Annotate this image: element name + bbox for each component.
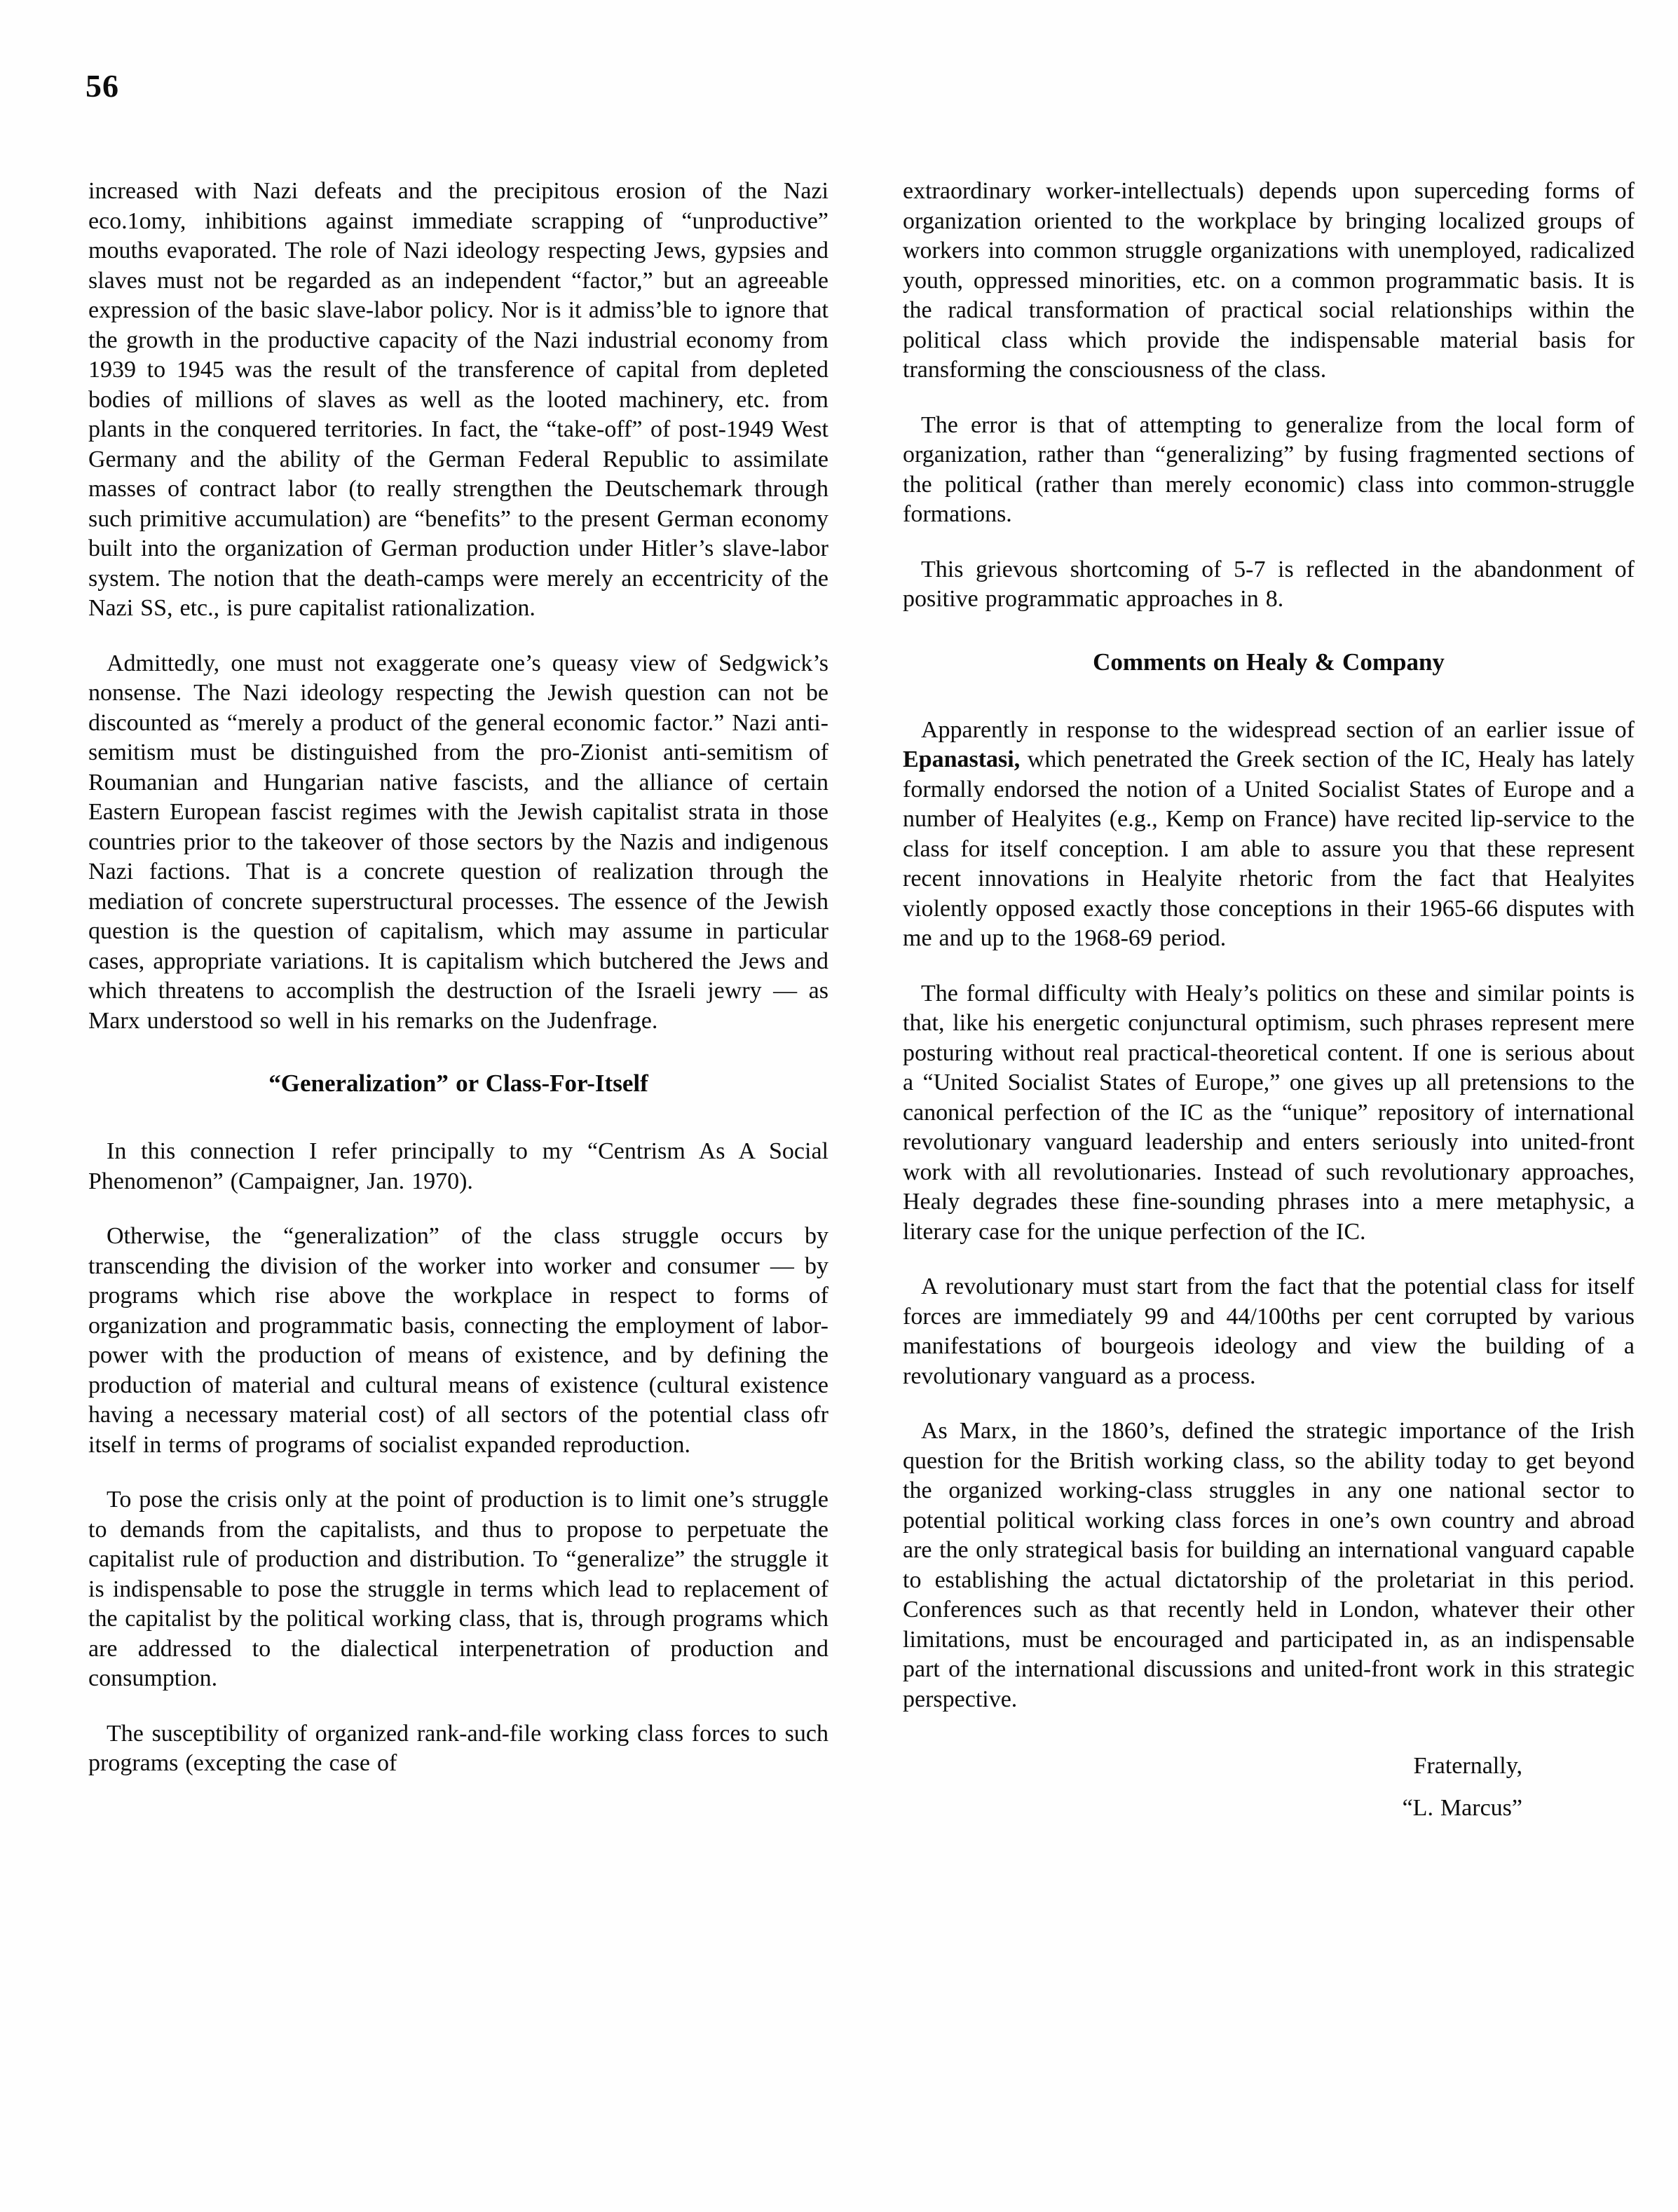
- emphasized-title-epanastasi: Epanastasi,: [903, 746, 1021, 772]
- page-number: 56: [86, 68, 119, 104]
- paragraph-text: which penetrated the Greek section of the IC, Healy has lately formally endorsed the notion of a United Socialist States of Europe and a number of Healyites (e.g., Kemp on France) have recited lip-service to the class for itself conception. I am able to assure you that these represent recent innovations in Healyite rhetoric from the fact that Healyites violently opposed exactly those conceptions in their 1965-66 disputes with me and up to the 1968-69 period.: [903, 746, 1635, 951]
- paragraph: A revolutionary must start from the fact that the potential class for itself forces are immediately 99 and 44/100ths per cent corrupted by various manifestations of bourgeois ideology and view the building of a revolutionary vanguard as a process.: [903, 1274, 1635, 1389]
- paragraph: increased with Nazi defeats and the precipitous erosion of the Nazi eco.1omy, inhibitions against immediate scrapping of “unproductive” mouths evaporated. The role of Nazi ideology respecting Jews, gypsies and slaves must not be regarded as an independent “factor,” but an agreeable expression of the basic slave-labor policy. Nor is it admiss’ble to ignore that the growth in the productive capacity of the Nazi industrial economy from 1939 to 1945 was the result of the transference of capital from depleted bodies of millions of slaves as well as the looted machinery, etc. from plants in the conquered territories. In fact, the “take-off” of post-1949 West Germany and the ability of the German Federal Republic to assimilate masses of contract labor (to really strengthen the Deutschemark through such primitive accumulation) are “benefits” to the present German economy built into the organization of German production under Hitler’s slave-labor system. The notion that the death-camps were merely an eccentricity of the Nazi SS, etc., is pure capitalist rationalization.: [88, 178, 828, 621]
- section-heading-comments-on-healy: Comments on Healy & Company: [1093, 648, 1445, 676]
- paragraph: extraordinary worker-intellectuals) depends upon superceding forms of organization oriented to the workplace by bringing localized groups of workers into common struggle organizations with unemployed, radicalized youth, oppressed minorities, etc. on a common programmatic basis. It is the radical transformation of practical social relationships within the political class which provide the indispensable material basis for transforming the consciousness of the class.: [903, 178, 1635, 383]
- paragraph-text: Apparently in response to the widespread section of an earlier issue of: [921, 716, 1635, 743]
- right-column: [903, 177, 1635, 1829]
- closing-signature: “L. Marcus”: [1402, 1795, 1522, 1821]
- paragraph: As Marx, in the 1860’s, defined the strategic importance of the Irish question for the British working class, so the ability today to get beyond the organized working-class struggles in any one national sector to potential political working class forces in one’s own country and abroad are the only strategical basis for building an international vanguard capable to establishing the actual dictatorship of the proletariat in this period. Conferences such as that recently held in London, whatever their other limitations, must be encouraged and participated in, as an indispensable part of the international discussions and united-front work in this strategic perspective.: [903, 1418, 1635, 1712]
- paragraph: Admittedly, one must not exaggerate one’s queasy view of Sedgwick’s nonsense. The Nazi ideology respecting the Jewish question can not be discounted as “merely a product of the general economic factor.” Nazi anti-semitism must be distinguished from the pro-Zionist anti-semitism of Roumanian and Hungarian native fascists, and the alliance of certain Eastern European fascist regimes with the Jewish capitalist strata in those countries prior to the takeover of those sectors by the Nazis and indigenous Nazi factions. That is a concrete question of realization through the mediation of concrete superstructural processes. The essence of the Jewish question is the question of capitalism, which may assume in particular cases, appropriate variations. It is capitalism which butchered the Jews and which threatens to accomplish the destruction of the Israeli jewry — as Marx understood so well in his remarks on the Judenfrage.: [88, 650, 828, 1034]
- section-heading-generalization: “Generalization” or Class-For-Itself: [268, 1070, 648, 1097]
- paragraph: The error is that of attempting to generalize from the local form of organization, rather than “generalizing” by fusing fragmented sections of the political (rather than merely economic) class into common-struggle formations.: [903, 411, 1635, 527]
- paragraph: This grievous shortcoming of 5-7 is reflected in the abandonment of positive programmatic approaches in 8.: [903, 556, 1635, 612]
- paragraph: The formal difficulty with Healy’s politics on these and similar points is that, like his energetic conjunctural optimism, such phrases represent mere posturing without real practical-theoretical content. If one is serious about a “United Socialist States of Europe,” one gives up all pretensions to the canonical perfection of the IC as the “unique” repository of international revolutionary vanguard leadership and enters seriously into united-front work with all revolutionaries. Instead of such revolutionary approaches, Healy degrades these fine-sounding phrases into a mere metaphysic, a literary case for the unique perfection of the IC.: [903, 980, 1635, 1245]
- paragraph: To pose the crisis only at the point of production is to limit one’s struggle to demands from the capitalists, and thus to propose to perpetuate the capitalist rule of production and distribution. To “generalize” the struggle it is indispensable to pose the struggle in terms which lead to replacement of the capitalist by the political working class, that is, through programs which are addressed to the dialectical interpenetration of production and consumption.: [88, 1487, 828, 1691]
- paragraph: In this connection I refer principally to my “Centrism As A Social Phenomenon” (Campaigner, Jan. 1970).: [88, 1138, 828, 1194]
- closing-salutation: Fraternally,: [1413, 1753, 1522, 1779]
- paragraph: Otherwise, the “generalization” of the class struggle occurs by transcending the division of the worker into worker and consumer — by programs which rise above the workplace in respect to forms of organization and programmatic basis, connecting the employment of labor-power with the production of means of existence, and by defining the production of material and cultural means of existence (cultural existence having a necessary material cost) of all sectors of the potential class ofr itself in terms of programs of socialist expanded reproduction.: [88, 1223, 828, 1458]
- paragraph: The susceptibility of organized rank-and-file working class forces to such programs (excepting the case of: [88, 1720, 828, 1776]
- closing-block: [903, 1745, 1635, 1829]
- paragraph: [903, 716, 1635, 954]
- left-column: [88, 177, 828, 1804]
